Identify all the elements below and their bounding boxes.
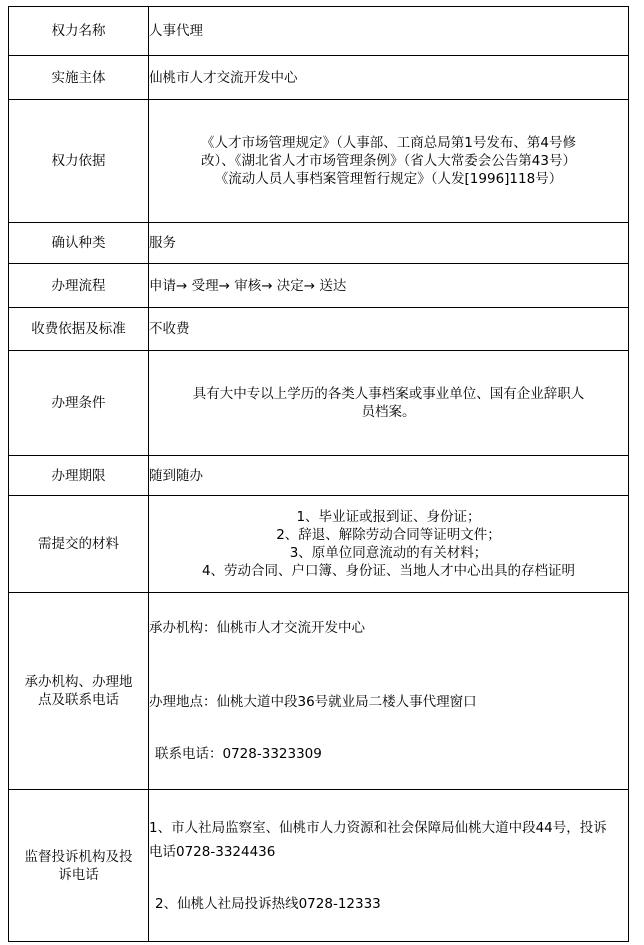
row-value <box>149 790 629 942</box>
table-row <box>9 7 629 56</box>
table-row <box>9 223 629 264</box>
row-label <box>9 790 149 942</box>
row-value: 不收费 <box>149 308 629 351</box>
text-line: 4、劳动合同、户口簿、身份证、当地人才中心出具的存档证明 <box>201 563 576 579</box>
contact-address: 办理地点：仙桃大道中段36号就业局二楼人事代理窗口 <box>149 694 477 710</box>
row-value: 申请→ 受理→ 审核→ 决定→ 送达 <box>149 264 629 308</box>
row-value: 人事代理 <box>149 7 629 56</box>
table-row <box>9 264 629 308</box>
row-value: 仙桃市人才交流开发中心 <box>149 56 629 100</box>
text-line: 2、辞退、解除劳动合同等证明文件； <box>276 527 501 543</box>
row-label: 确认种类 <box>9 223 149 264</box>
row-label: 权力名称 <box>9 7 149 56</box>
text-line: 1、毕业证或报到证、身份证； <box>296 509 481 525</box>
label-line: 诉电话 <box>58 866 99 883</box>
table-row <box>9 456 629 496</box>
spacer <box>149 637 628 693</box>
row-value <box>149 496 629 593</box>
row-value: 随到随办 <box>149 456 629 496</box>
text-line: 改）、《湖北省人才市场管理条例》（省人大常委会公告第43号） <box>201 153 576 169</box>
text-line: 3、原单位同意流动的有关材料； <box>289 545 488 561</box>
contact-phone: 联系电话：0728-3323309 <box>155 746 322 762</box>
contact-org: 承办机构：仙桃市人才交流开发中心 <box>149 620 365 636</box>
label-line: 监督投诉机构及投 <box>24 848 133 865</box>
text-line: 员档案。 <box>361 404 416 420</box>
row-label: 办理期限 <box>9 456 149 496</box>
row-value: 服务 <box>149 223 629 264</box>
row-value <box>149 593 629 790</box>
table-row <box>9 593 629 790</box>
row-label: 办理条件 <box>9 351 149 456</box>
row-label: 需提交的材料 <box>9 496 149 593</box>
row-label: 权力依据 <box>9 100 149 223</box>
complaint-hotline: 2、仙桃人社局投诉热线0728-12333 <box>155 895 381 912</box>
row-value <box>149 351 629 456</box>
table-row <box>9 790 629 942</box>
table-row <box>9 100 629 223</box>
spacer <box>149 711 628 745</box>
text-line: 《人才市场管理规定》（人事部、工商总局第1号发布、第4号修 <box>201 135 576 151</box>
power-info-table <box>8 6 629 942</box>
table-row <box>9 56 629 100</box>
table-row <box>9 496 629 593</box>
row-label <box>9 593 149 790</box>
spacer <box>149 861 628 895</box>
label-line: 承办机构、办理地 <box>24 674 133 690</box>
complaint-line: 电话0728-3324436 <box>149 843 276 860</box>
text-line: 《流动人员人事档案管理暂行规定》（人发[1996]118号） <box>214 171 563 187</box>
text-line: 具有大中专以上学历的各类人事档案或事业单位、国有企业辞职人 <box>192 386 585 402</box>
label-line: 点及联系电话 <box>38 692 119 708</box>
row-label: 收费依据及标准 <box>9 308 149 351</box>
row-value <box>149 100 629 223</box>
table-row <box>9 351 629 456</box>
table-row <box>9 308 629 351</box>
row-label: 办理流程 <box>9 264 149 308</box>
complaint-line: 1、市人社局监察室、仙桃市人力资源和社会保障局仙桃大道中段44号，投诉 <box>149 819 607 836</box>
row-label: 实施主体 <box>9 56 149 100</box>
